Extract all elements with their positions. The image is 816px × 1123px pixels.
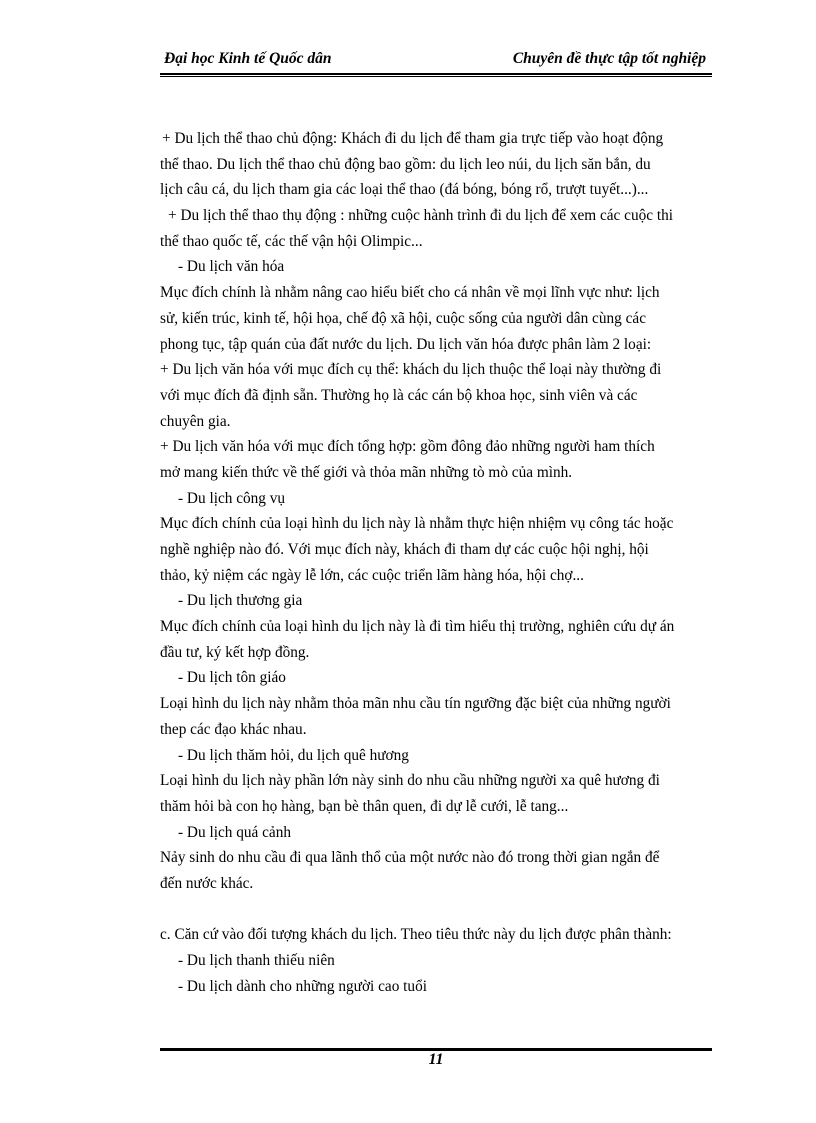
section-item-heading: - Du lịch công vụ xyxy=(178,489,286,507)
text-line: thảo, kỷ niệm các ngày lễ lớn, các cuộc triển lãm hàng hóa, hội chợ... xyxy=(160,566,584,584)
text-line: phong tục, tập quán của đất nước du lịch. Du lịch văn hóa được phân làm 2 loại: xyxy=(160,335,652,353)
text-line: + Du lịch văn hóa với mục đích cụ thể: khách du lịch thuộc thể loại này thường đi xyxy=(160,361,662,379)
text-line: nghề nghiệp nào đó. Với mục đích này, khách đi tham dự các cuộc hội nghị, hội xyxy=(160,541,649,558)
text-line: đầu tư, ký kết hợp đồng. xyxy=(160,643,310,661)
text-line: lịch câu cá, du lịch tham gia các loại thể thao (đá bóng, bóng rổ, trượt tuyết...)... xyxy=(160,181,649,199)
section-item-heading: - Du lịch quá cảnh xyxy=(178,823,291,841)
text-line: thể thao. Du lịch thể thao chủ động bao gồm: du lịch leo núi, du lịch săn bắn, du xyxy=(160,155,651,173)
text-line: Loại hình du lịch này phần lớn này sinh do nhu cầu những người xa quê hương đi xyxy=(160,772,660,790)
text-line: thể thao quốc tế, các thế vận hội Olimpic... xyxy=(160,232,423,250)
text-line: Nảy sinh do nhu cầu đi qua lãnh thổ của một nước nào đó trong thời gian ngắn để xyxy=(160,849,660,867)
section-item-heading: - Du lịch thương gia xyxy=(178,592,303,610)
text-line: + Du lịch thể thao thụ động : những cuộc hành trình đi du lịch để xem các cuộc thi xyxy=(168,207,674,225)
text-line: thep các đạo khác nhau. xyxy=(160,720,307,738)
header-document-type: Chuyên đề thực tập tốt nghiệp xyxy=(512,50,706,67)
text-line: c. Căn cứ vào đối tượng khách du lịch. Theo tiêu thức này du lịch được phân thành: xyxy=(160,926,672,944)
document-body xyxy=(160,126,716,999)
text-line: thăm hỏi bà con họ hàng, bạn bè thân quen, đi dự lễ cưới, lễ tang... xyxy=(160,797,569,815)
text-line: sử, kiến trúc, kinh tế, hội họa, chế độ xã hội, cuộc sống của người dân cùng các xyxy=(160,309,646,327)
paragraph-gap xyxy=(160,897,716,923)
text-line: Mục đích chính là nhằm nâng cao hiểu biết cho cá nhân về mọi lĩnh vực như: lịch xyxy=(160,284,660,302)
header-university: Đại học Kinh tế Quốc dân xyxy=(164,50,332,67)
list-item: - Du lịch dành cho những người cao tuổi xyxy=(178,977,427,995)
text-line: Mục đích chính của loại hình du lịch này là đi tìm hiểu thị trường, nghiên cứu dự án xyxy=(160,618,675,636)
text-line: đến nước khác. xyxy=(160,874,254,892)
page-header xyxy=(160,48,712,74)
text-line: với mục đích đã định sẵn. Thường họ là các cán bộ khoa học, sinh viên và các xyxy=(160,386,638,404)
text-line: Mục đích chính của loại hình du lịch này là nhằm thực hiện nhiệm vụ công tác hoặc xyxy=(160,515,674,533)
section-item-heading: - Du lịch thăm hỏi, du lịch quê hương xyxy=(178,746,409,764)
text-line: chuyên gia. xyxy=(160,412,231,430)
section-item-heading: - Du lịch tôn giáo xyxy=(178,669,286,687)
section-item-heading: - Du lịch văn hóa xyxy=(178,258,285,276)
header-divider xyxy=(160,73,712,77)
text-line: + Du lịch văn hóa với mục đích tổng hợp: gồm đông đảo những người ham thích xyxy=(160,438,655,456)
text-line: Loại hình du lịch này nhằm thỏa mãn nhu cầu tín ngưỡng đặc biệt của những người xyxy=(160,695,671,713)
page-number: 11 xyxy=(428,1051,444,1068)
text-line: + Du lịch thể thao chủ động: Khách đi du lịch để tham gia trực tiếp vào hoạt động xyxy=(162,130,664,147)
list-item: - Du lịch thanh thiếu niên xyxy=(178,952,335,969)
text-line: mở mang kiến thức về thế giới và thỏa mãn những tò mò của mình. xyxy=(160,463,573,481)
